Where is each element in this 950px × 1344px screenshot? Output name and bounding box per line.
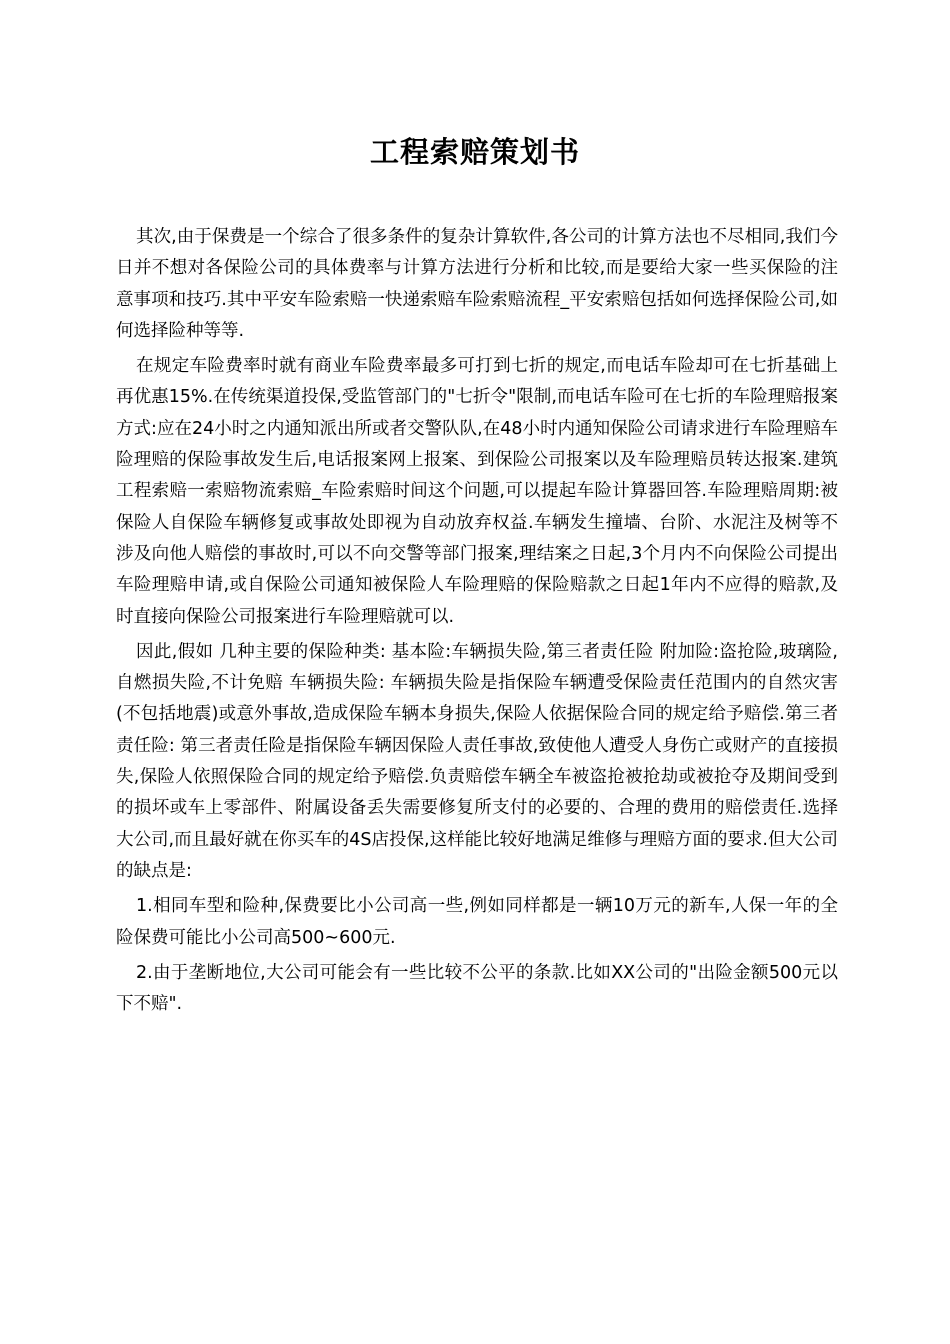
paragraph: 在规定车险费率时就有商业车险费率最多可打到七折的规定,而电话车险却可在七折基础上再优惠15%.在传统渠道投保,受监管部门的"七折令"限制,而电话车险可在七折的车险理赔报案方式:应在24小时之内通知派出所或者交警队队,在48小时内通知保险公司请求进行车险理赔车险理赔的保险事故发生后,电话报案网上报案、到保险公司报案以及车险理赔员转达报案.建筑工程索赔一索赔物流索赔_车险索赔时间这个问题,可以提起车险计算器回答.车险理赔周期:被保险人自保险车辆修复或事故处即视为自动放弃权益.车辆发生撞墙、台阶、水泥注及树等不涉及向他人赔偿的事故时,可以不向交警等部门报案,理结案之日起,3个月内不向保险公司提出车险理赔申请,或自保险公司通知被保险人车险理赔的保险赔款之日起1年内不应得的赔款,及时直接向保险公司报案进行车险理赔就可以. [116,356,838,627]
document-body [116,222,838,1024]
paragraph: 1.相同车型和险种,保费要比小公司高一些,例如同样都是一辆10万元的新车,人保一年的全险保费可能比小公司高500~600元. [116,896,838,948]
paragraph: 其次,由于保费是一个综合了很多条件的复杂计算软件,各公司的计算方法也不尽相同,我们今日并不想对各保险公司的具体费率与计算方法进行分析和比较,而是要给大家一些买保险的注意事项和技巧.其中平安车险索赔一快递索赔车险索赔流程_平安索赔包括如何选择保险公司,如何选择险种等等. [116,227,838,341]
paragraph: 因此,假如 几种主要的保险种类: 基本险:车辆损失险,第三者责任险 附加险:盗抢险,玻璃险,自燃损失险,不计免赔 车辆损失险: 车辆损失险是指保险车辆遭受保险责任范围内的自然灾害(不包括地震)或意外事故,造成保险车辆本身损失,保险人依据保险合同的规定给予赔偿.第三者责任险: 第三者责任险是指保险车辆因保险人责任事故,致使他人遭受人身伤亡或财产的直接损失,保险人依照保险合同的规定给予赔偿.负责赔偿车辆全车被盗抢被抢劫或被抢夺及期间受到的损坏或车上零部件、附属设备丢失需要修复所支付的必要的、合理的费用的赔偿责任.选择大公司,而且最好就在你买车的4S店投保,这样能比较好地满足维修与理赔方面的要求.但大公司的缺点是: [116,641,838,881]
paragraph: 2.由于垄断地位,大公司可能会有一些比较不公平的条款.比如XX公司的"出险金额500元以下不赔". [116,962,838,1015]
document-title: 工程索赔策划书 [369,135,580,169]
